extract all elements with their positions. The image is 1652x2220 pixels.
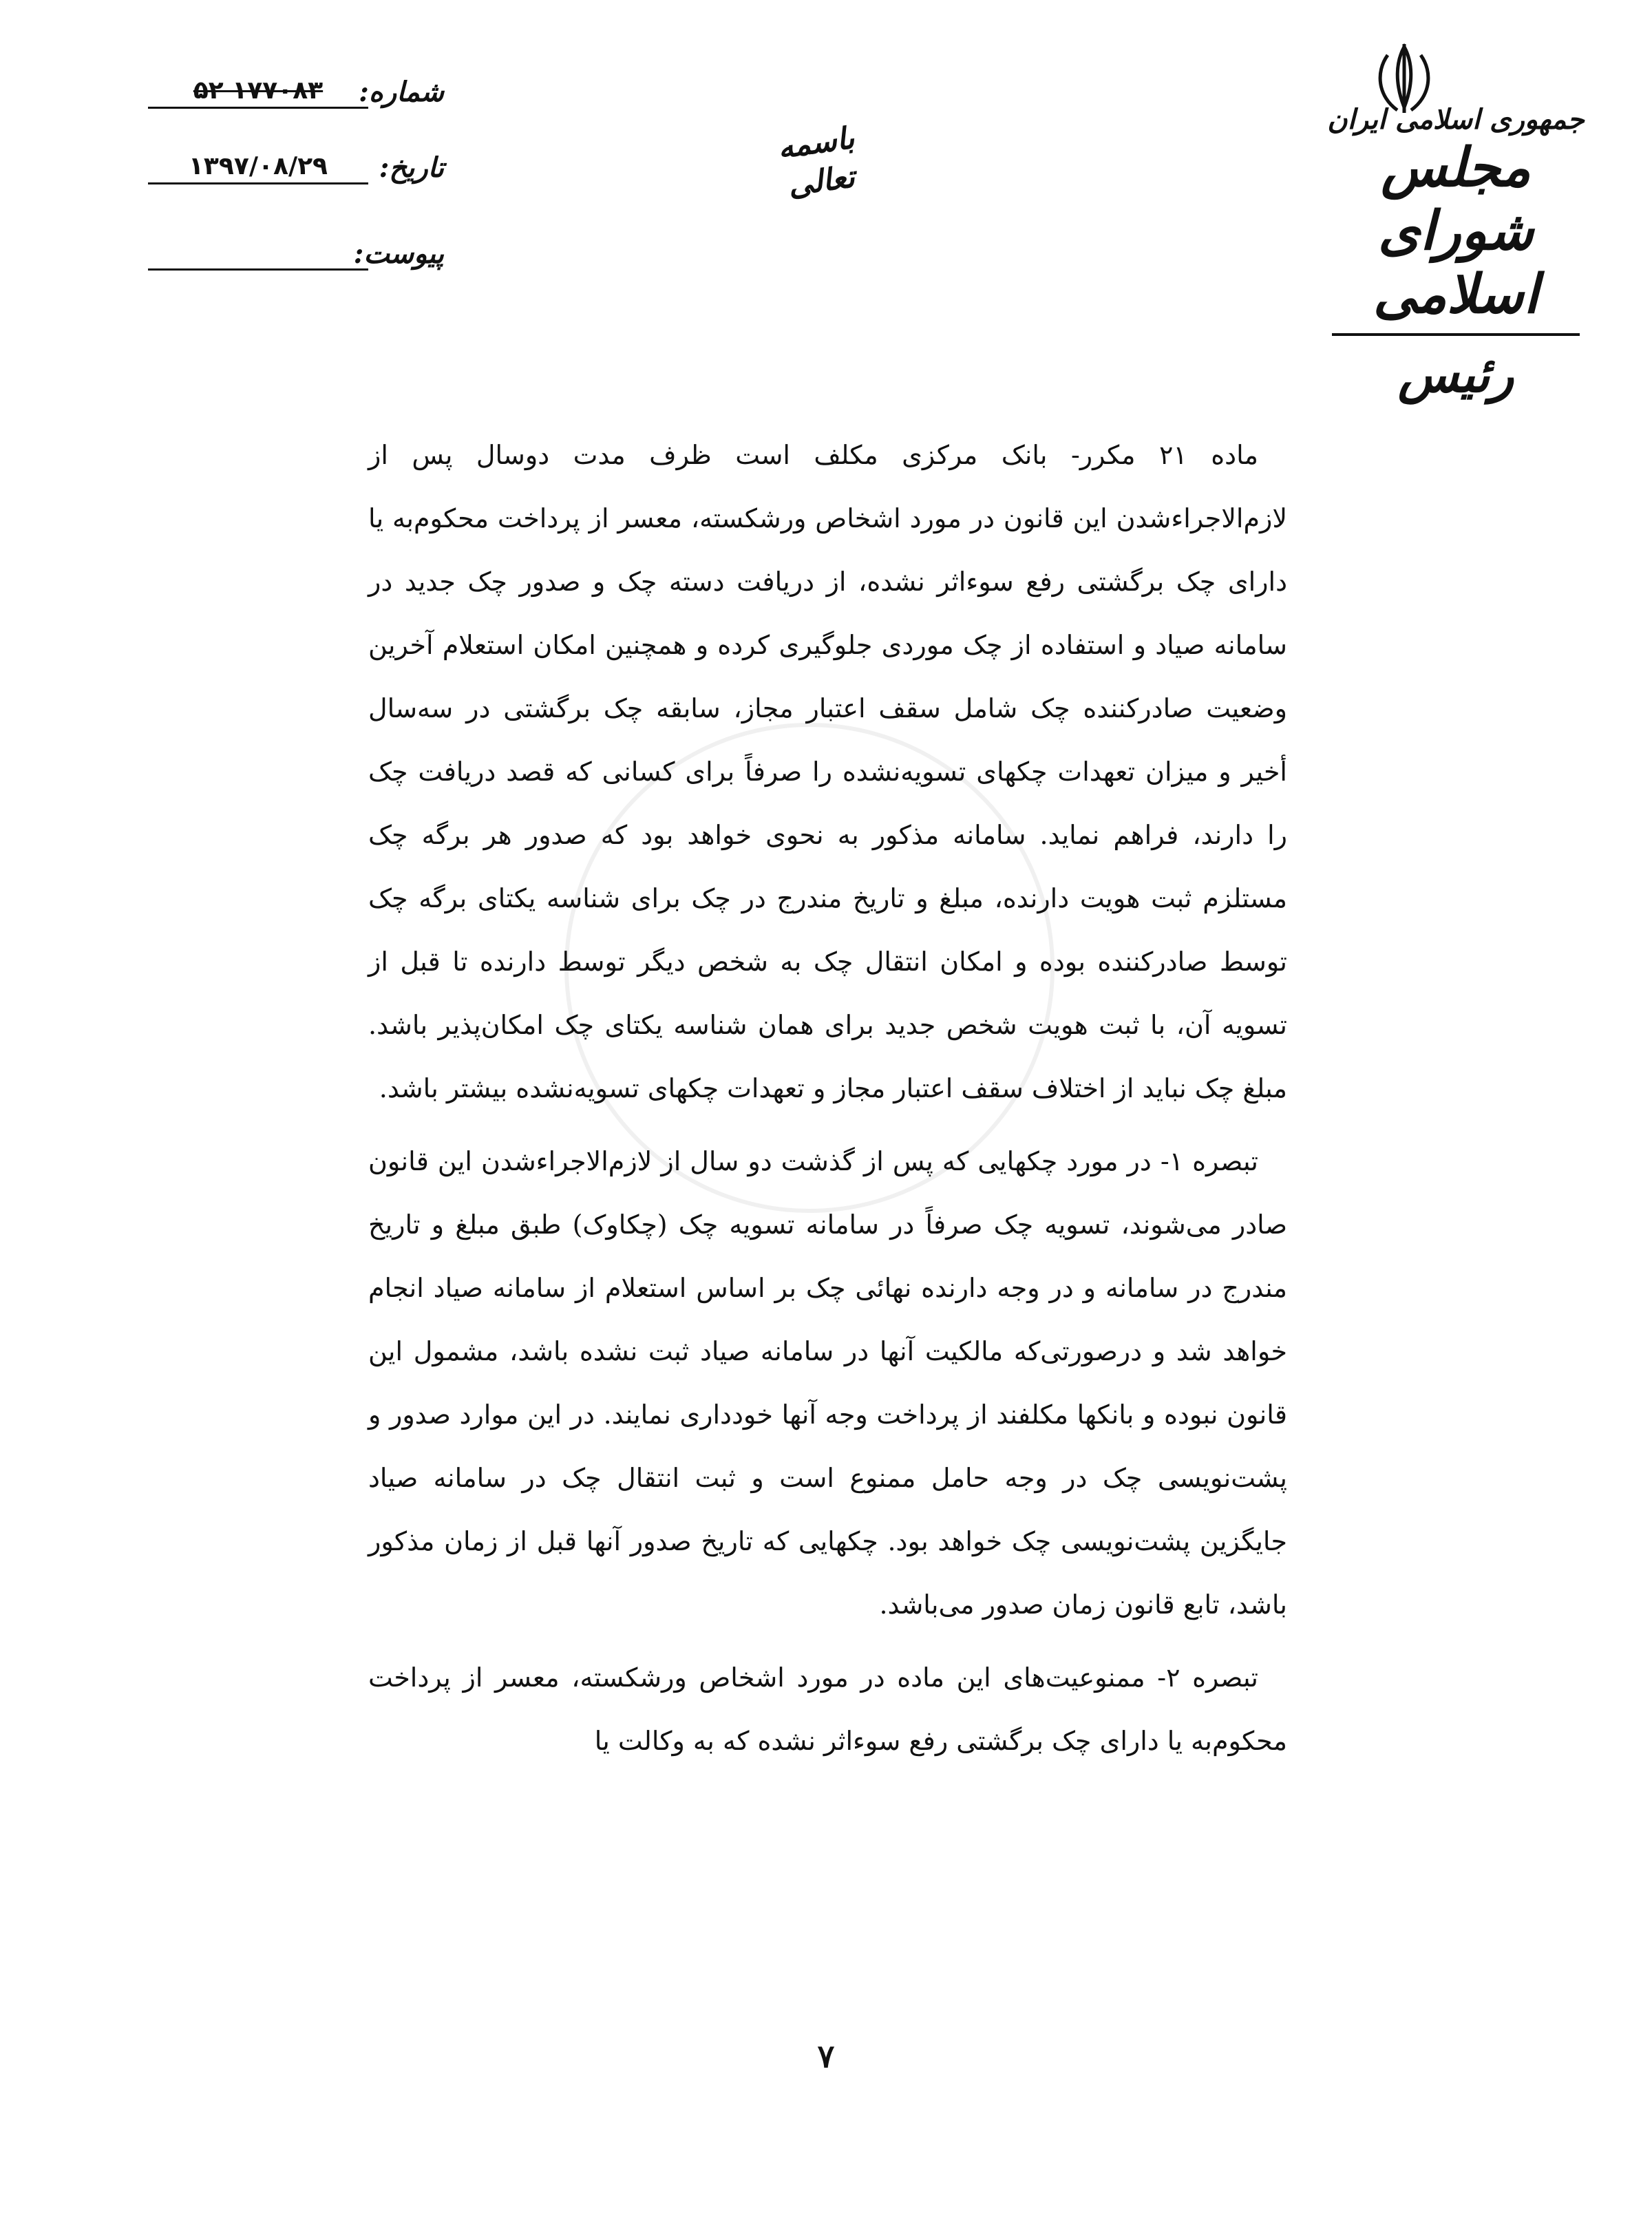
logo-divider: [1332, 333, 1580, 336]
number-label: شماره:: [359, 76, 444, 108]
number-value: ۵۲ ۱۷۷۰۸۳: [148, 75, 368, 109]
paragraph-article-21: ماده ۲۱ مکرر- بانک مرکزی مکلف است ظرف مدت دوسال پس از لازم‌الاجراءشدن این قانون در مورد اشخاص ورشکسته، معسر از پرداخت محکوم‌به یا دارای چک برگشتی رفع سوءاثر نشده، از دریافت دسته چک و صدور چک جدید در سامانه صیاد و استفاده از چک موردی جلوگیری کرده و همچنین امکان استعلام آخرین وضعیت صادرکننده چک شامل سقف اعتبار مجاز، سابقه چک برگشتی در سه‌سال أخیر و میزان تعهدات چکهای تسویه‌نشده را صرفاً برای کسانی که قصد دریافت چک را دارند، فراهم نماید. سامانه مذکور به نحوی خواهد بود که صدور هر برگه چک مستلزم ثبت هویت دارنده، مبلغ و تاریخ مندرج در چک برای شناسه یکتای برگه چک توسط صادرکننده بوده و امکان انتقال چک به شخص دیگر توسط دارنده تا قبل از تسویه آن، با ثبت هویت شخص جدید برای همان شناسه یکتای چک امکان‌پذیر باشد. مبلغ چک نباید از اختلاف سقف اعتبار مجاز و تعهدات چکهای تسویه‌نشده بیشتر باشد.: [368, 440, 1287, 1103]
page-number: ۷: [817, 2038, 835, 2075]
paragraph-note-2: تبصره ۲- ممنوعیت‌های این ماده در مورد اشخاص ورشکسته، معسر از پرداخت محکوم‌به یا دارای چک برگشتی رفع سوءاثر نشده که به وکالت یا: [368, 1662, 1287, 1756]
attachment-label: پیوست:: [353, 237, 444, 270]
attachment-value: [148, 237, 368, 271]
document-body: [368, 423, 1287, 1924]
date-label: تاریخ:: [379, 151, 444, 184]
paragraph-note-1: تبصره ۱- در مورد چکهایی که پس از گذشت دو سال از لازم‌الاجراءشدن این قانون صادر می‌شوند، تسویه چک صرفاً در سامانه تسویه چک (چکاوک) طبق مبلغ و تاریخ مندرج در سامانه و در وجه دارنده نهائی چک بر اساس استعلام از سامانه صیاد انجام خواهد شد و درصورتی‌که مالکیت آنها در سامانه صیاد ثبت نشده باشد، مشمول این قانون نبوده و بانکها مکلفند از پرداخت وجه آنها خودداری نمایند. در این موارد صدور و پشت‌نویسی چک در وجه حامل ممنوع است و ثبت انتقال چک در سامانه صیاد جایگزین پشت‌نویسی چک خواهد بود. چکهایی که تاریخ صدور آنها قبل از زمان مذکور باشد، تابع قانون زمان صدور می‌باشد.: [368, 1146, 1288, 1620]
institution-name: مجلس شورای اسلامی: [1373, 136, 1539, 326]
reference-date-row: [148, 148, 444, 189]
reference-attachment-row: [148, 234, 444, 275]
basmala: باسمه تعالی: [775, 120, 857, 204]
date-value: ۱۳۹۷/۰۸/۲۹: [148, 151, 368, 184]
country-line: جمهوری اسلامی ایران: [1327, 103, 1585, 136]
office-title: رئیس: [1397, 345, 1514, 403]
institution-logo: [1322, 103, 1590, 403]
reference-number-row: [148, 72, 444, 114]
